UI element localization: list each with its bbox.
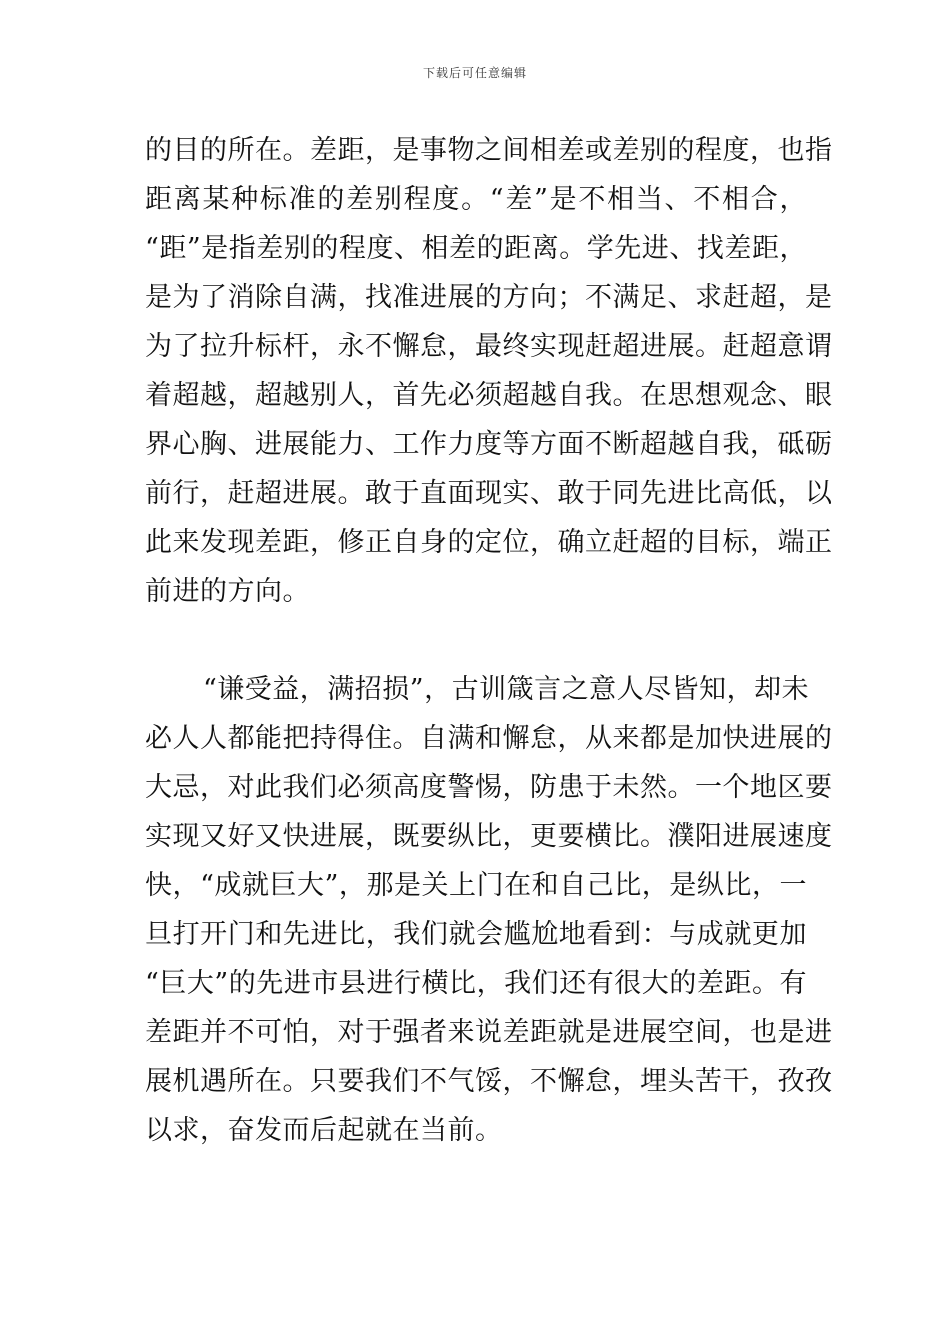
text-line: 距离某种标准的差别程度。“差”是不相当、不相合， xyxy=(145,184,807,215)
paragraph-1 xyxy=(145,126,833,616)
text-line: 以求，奋发而后起就在当前。 xyxy=(145,1115,503,1146)
text-line: 差距并不可怕，对于强者来说差距就是进展空间，也是进 xyxy=(145,1017,833,1048)
text-line: 旦打开门和先进比，我们就会尴尬地看到：与成就更加 xyxy=(145,919,807,950)
document-body xyxy=(145,126,833,1155)
text-line: 的目的所在。差距，是事物之间相差或差别的程度，也指 xyxy=(145,135,833,166)
text-line: “谦受益，满招损”，古训箴言之意人尽皆知，却未 xyxy=(203,674,810,705)
paragraph-spacer xyxy=(145,616,807,665)
paragraph-2 xyxy=(145,665,833,1155)
text-line: 此来发现差距，修正自身的定位，确立赶超的目标，端正 xyxy=(145,527,833,558)
text-line: 是为了消除自满，找准进展的方向；不满足、求赶超，是 xyxy=(145,282,833,313)
text-line: 快，“成就巨大”，那是关上门在和自己比，是纵比，一 xyxy=(145,870,807,901)
text-line: 实现又好又快进展，既要纵比，更要横比。濮阳进展速度 xyxy=(145,821,833,852)
text-line: 必人人都能把持得住。自满和懈怠，从来都是加快进展的 xyxy=(145,723,833,754)
text-line: 为了拉升标杆，永不懈怠，最终实现赶超进展。赶超意谓 xyxy=(145,331,833,362)
text-line: 展机遇所在。只要我们不气馁，不懈怠，埋头苦干，孜孜 xyxy=(145,1066,833,1097)
text-line: 大忌，对此我们必须高度警惕，防患于未然。一个地区要 xyxy=(145,772,833,803)
page-header: 下载后可任意编辑 xyxy=(422,66,527,80)
text-line: 前行，赶超进展。敢于直面现实、敢于同先进比高低，以 xyxy=(145,478,833,509)
text-line: “距”是指差别的程度、相差的距离。学先进、找差距， xyxy=(145,233,807,264)
text-line: 着超越，超越别人，首先必须超越自我。在思想观念、眼 xyxy=(145,380,833,411)
text-line: 前进的方向。 xyxy=(145,576,310,607)
text-line: “巨大”的先进市县进行横比，我们还有很大的差距。有 xyxy=(145,968,807,999)
text-line: 界心胸、进展能力、工作力度等方面不断超越自我，砥砺 xyxy=(145,429,833,460)
